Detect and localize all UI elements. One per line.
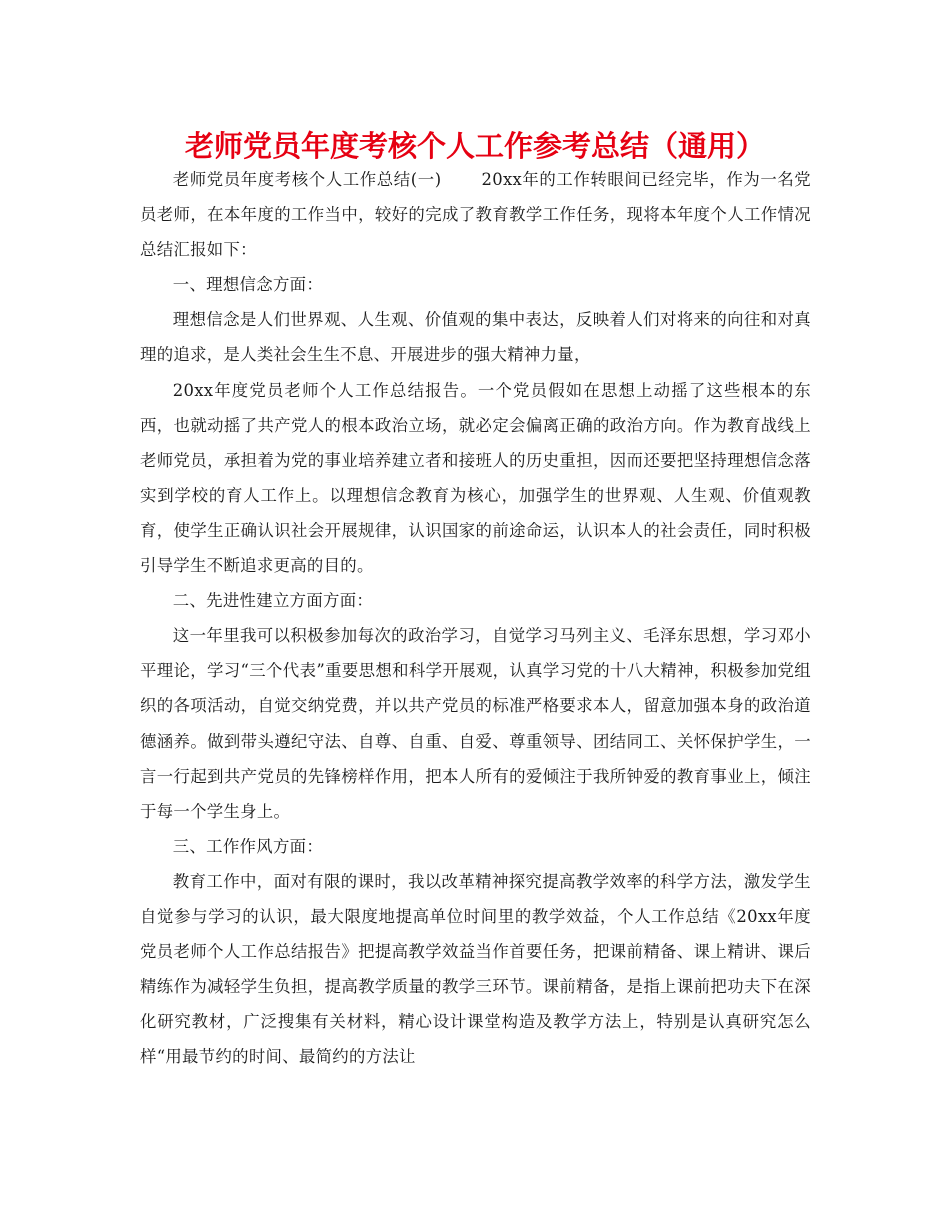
paragraph-ideals: 理想信念是人们世界观、人生观、价值观的集中表达，反映着人们对将来的向往和对真理的追求，是人类社会生生不息、开展进步的强大精神力量， bbox=[140, 310, 811, 365]
paragraph-work-style: 教育工作中，面对有限的课时，我以改革精神探究提高教学效率的科学方法，激发学生自觉参与学习的认识，最大限度地提高单位时间里的教学效益，个人工作总结《20xx年度党员老师个人工作总结报告》把提高教学效益当作首要任务，把课前精备、课上精讲、课后精练作为减轻学生负担，提高教学质量的教学三环节。课前精备，是指上课前把功夫下在深化研究教材，广泛搜集有关材料，精心设计课堂构造及教学方法上，特别是认真研究怎么样“用最节约的时间、最简约的方法让 bbox=[140, 871, 811, 1067]
section-heading-advancement: 二、先进性建立方面方面： bbox=[172, 591, 374, 611]
section-heading-ideals: 一、理想信念方面： bbox=[172, 275, 324, 295]
paragraph-intro: 老师党员年度考核个人工作总结(一) 20xx年的工作转眼间已经完毕，作为一名党员老师，在本年度的工作当中，较好的完成了教育教学工作任务，现将本年度个人工作情况总结汇报如下： bbox=[140, 170, 812, 260]
paragraph-advancement: 这一年里我可以积极参加每次的政治学习，自觉学习马列主义、毛泽东思想，学习邓小平理论，学习“三个代表”重要思想和科学开展观，认真学习党的十八大精神，积极参加党组织的各项活动，自觉交纳党费，并以共产党员的标准严格要求本人，留意加强本身的政治道德涵养。做到带头遵纪守法、自尊、自重、自爱、尊重领导、团结同工、关怀保护学生，一言一行起到共产党员的先锋榜样作用，把本人所有的爱倾注于我所钟爱的教育事业上，倾注于每一个学生身上。 bbox=[140, 626, 811, 821]
document-body bbox=[140, 162, 811, 1074]
paragraph-ideals-continued: 20xx年度党员老师个人工作总结报告。一个党员假如在思想上动摇了这些根本的东西，也就动摇了共产党人的根本政治立场，就必定会偏离正确的政治方向。作为教育战线上老师党员，承担着为党的事业培养建立者和接班人的历史重担，因而还要把坚持理想信念落实到学校的育人工作上。以理想信念教育为核心，加强学生的世界观、人生观、价值观教育，使学生正确认识社会开展规律，认识国家的前途命运，认识本人的社会责任，同时积极引导学生不断追求更高的目的。 bbox=[140, 380, 811, 576]
section-heading-work-style: 三、工作作风方面： bbox=[172, 836, 324, 856]
document-title: 老师党员年度考核个人工作参考总结（通用） bbox=[184, 129, 765, 163]
